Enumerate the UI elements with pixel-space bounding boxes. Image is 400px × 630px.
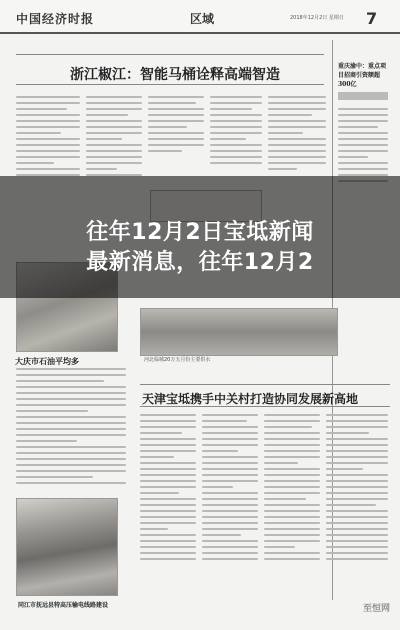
right-box-headline: 重庆渝中：重点项目招商引资额超300亿: [338, 63, 387, 88]
site-watermark: 至恒网: [362, 604, 390, 614]
article-photo: [16, 498, 118, 596]
section-headline: 大庆市石油平均多: [15, 356, 79, 366]
article-column: [268, 96, 326, 174]
right-box-image: [338, 92, 388, 100]
divider: [140, 406, 390, 407]
article-column: [16, 368, 126, 488]
article-column: [86, 96, 142, 180]
lead-headline: 浙江椒江：智能马桶诠释高端智造: [70, 67, 280, 83]
divider: [140, 384, 390, 385]
newspaper-logo: 中国经济时报: [16, 12, 95, 26]
article-column: [16, 96, 80, 180]
article-photo: [140, 308, 338, 356]
article-column: [264, 414, 320, 564]
issue-date: 2018年12月2日 星期日: [290, 15, 344, 21]
article-column: [210, 96, 262, 168]
article-column: [338, 108, 388, 186]
section-name: 区域: [190, 12, 215, 26]
photo-headline: 同江市抚远县特高压输电线路建设: [18, 602, 109, 609]
article-column: [202, 414, 258, 564]
feature-headline: 天津宝坻携手中关村打造协同发展新高地: [142, 392, 359, 406]
article-column: [148, 96, 204, 156]
article-title-line-2: 最新消息，往年12月2: [86, 250, 314, 275]
article-title[interactable]: [0, 218, 400, 278]
article-title-line-1: 往年12月2日宝坻新闻: [86, 220, 314, 245]
divider: [16, 54, 324, 55]
masthead: [0, 0, 400, 34]
page-number: 7: [366, 9, 378, 28]
divider: [16, 84, 324, 85]
photo-caption: 河北临城20万五月份主要供水: [144, 357, 211, 363]
article-column: [326, 414, 388, 564]
article-column: [140, 414, 196, 564]
